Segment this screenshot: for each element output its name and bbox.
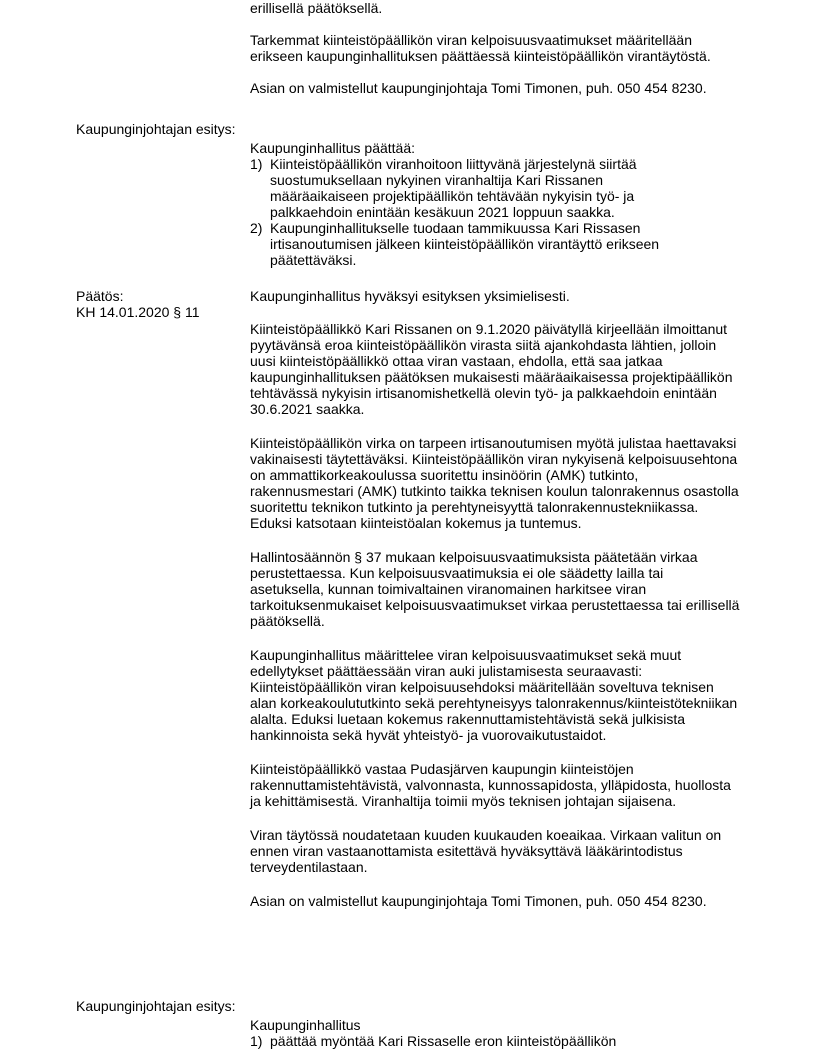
decision-paragraph: Hallintosäännön § 37 mukaan kelpoisuusvaatimuksista päätetään virkaa perustettaessa. Kun kelpoisuusvaatimuksia ei ole säädetty lailla tai asetuksella, kunnan toimivaltainen viranomainen harkitsee viran tarkoituksenmukaiset kelpoisuusvaatimukset virkaa perustettaessa tai erillisellä päätöksellä. [250,549,740,629]
proposal-label: Kaupunginjohtajan esitys: [76,121,236,137]
preparer-note: Asian on valmistellut kaupunginjohtaja Tomi Timonen, puh. 050 454 8230. [250,893,707,909]
list-item [250,156,660,220]
list-item-number: 1) [250,156,263,172]
proposal-list [250,1033,690,1049]
decision-paragraph: Kiinteistöpäällikön virka on tarpeen irtisanoutumisen myötä julistaa haettavaksi vakinaisesti täytettäväksi. Kiinteistöpäällikön viran nykyisenä kelpoisuusehtona on ammattikorkeakoulussa suoritettu insinöörin (AMK) tutkinto, rakennusmestari (AMK) tutkinto taikka teknisen koulun talonrakennus osastolla suoritettu teknikon tutkinto ja perehtyneisyyttä talonrakennustekniikassa. Eduksi katsotaan kiinteistöalan kokemus ja tuntemus. [250,435,739,531]
intro-paragraph: erillisellä päätöksellä. [250,0,383,16]
proposal-block [250,140,660,268]
intro-block [250,0,750,96]
list-item-number: 1) [250,1033,263,1049]
decision-paragraph: Kiinteistöpäällikkö Kari Rissanen on 9.1.2020 päivätyllä kirjeellään ilmoittanut pyytävänsä eroa kiinteistöpäällikön virasta siitä ajankohdasta lähtien, jolloin uusi kiinteistöpäällikkö ottaa viran vastaan, ehdolla, että saa jatkaa kaupunginhallituksen päätöksen mukaisesti määräaikaisessa projektipäällikön tehtävässä nykyisin irtisanomishetkellä olevin työ- ja palkkaehdoin enintään 30.6.2021 saakka. [250,321,733,417]
decision-paragraph: Kiinteistöpäällikkö vastaa Pudasjärven kaupungin kiinteistöjen rakennuttamistehtävistä, valvonnasta, kunnossapidosta, ylläpidosta, huollosta ja kehittämisestä. Viranhaltija toimii myös teknisen johtajan sijaisena. [250,761,731,809]
decision-label [76,288,246,320]
decision-paragraph: Viran täytössä noudatetaan kuuden kuukauden koeaikaa. Virkaan valitun on ennen viran vastaanottamista esitettävä hyväksyttävä lääkärintodistus terveydentilastaan. [250,827,722,875]
decision-reference: KH 14.01.2020 § 11 [76,304,200,320]
proposal-intro: Kaupunginhallitus [250,1017,361,1033]
proposal-block [250,1017,690,1049]
list-item [250,1033,690,1049]
list-item-number: 2) [250,220,263,236]
preparer-note: Asian on valmistellut kaupunginjohtaja Tomi Timonen, puh. 050 454 8230. [250,80,707,96]
decision-title: Päätös: [76,288,124,304]
proposal-label: Kaupunginjohtajan esitys: [76,998,236,1014]
proposal-list [250,156,660,268]
proposal-intro: Kaupunginhallitus päättää: [250,140,416,156]
decision-block [250,288,740,909]
list-item-text: Kaupunginhallitukselle tuodaan tammikuussa Kari Rissasen irtisanoutumisen jälkeen kiinteistöpäällikön virantäyttö erikseen päätettäväksi. [270,220,660,268]
list-item-text: päättää myöntää Kari Rissaselle eron kiinteistöpäällikön [270,1033,617,1049]
intro-paragraph: Tarkemmat kiinteistöpäällikön viran kelpoisuusvaatimukset määritellään erikseen kaupunginhallituksen päättäessä kiinteistöpäällikön virantäytöstä. [250,32,711,64]
decision-paragraph: Kaupunginhallitus hyväksyi esityksen yksimielisesti. [250,288,570,304]
list-item [250,220,660,268]
decision-paragraph: Kaupunginhallitus määrittelee viran kelpoisuusvaatimukset sekä muut edellytykset päättäessään viran auki julistamisesta seuraavasti: Kiinteistöpäällikön viran kelpoisuusehdoksi määritellään soveltuva teknisen alan korkeakoulututkinto sekä perehtyneisyys talonrakennus/kiinteistötekniikan alalta. Eduksi luetaan kokemus rakennuttamistehtävistä sekä julkisista hankinnoista sekä hyvät yhteistyö- ja vuorovaikutustaidot. [250,647,738,743]
list-item-text: Kiinteistöpäällikön viranhoitoon liittyvänä järjestelynä siirtää suostumuksellaan nykyinen viranhaltija Kari Rissanen määräaikaiseen projektipäällikön tehtävään nykyisin työ- ja palkkaehdoin enintään kesäkuun 2021 loppuun saakka. [270,156,637,220]
